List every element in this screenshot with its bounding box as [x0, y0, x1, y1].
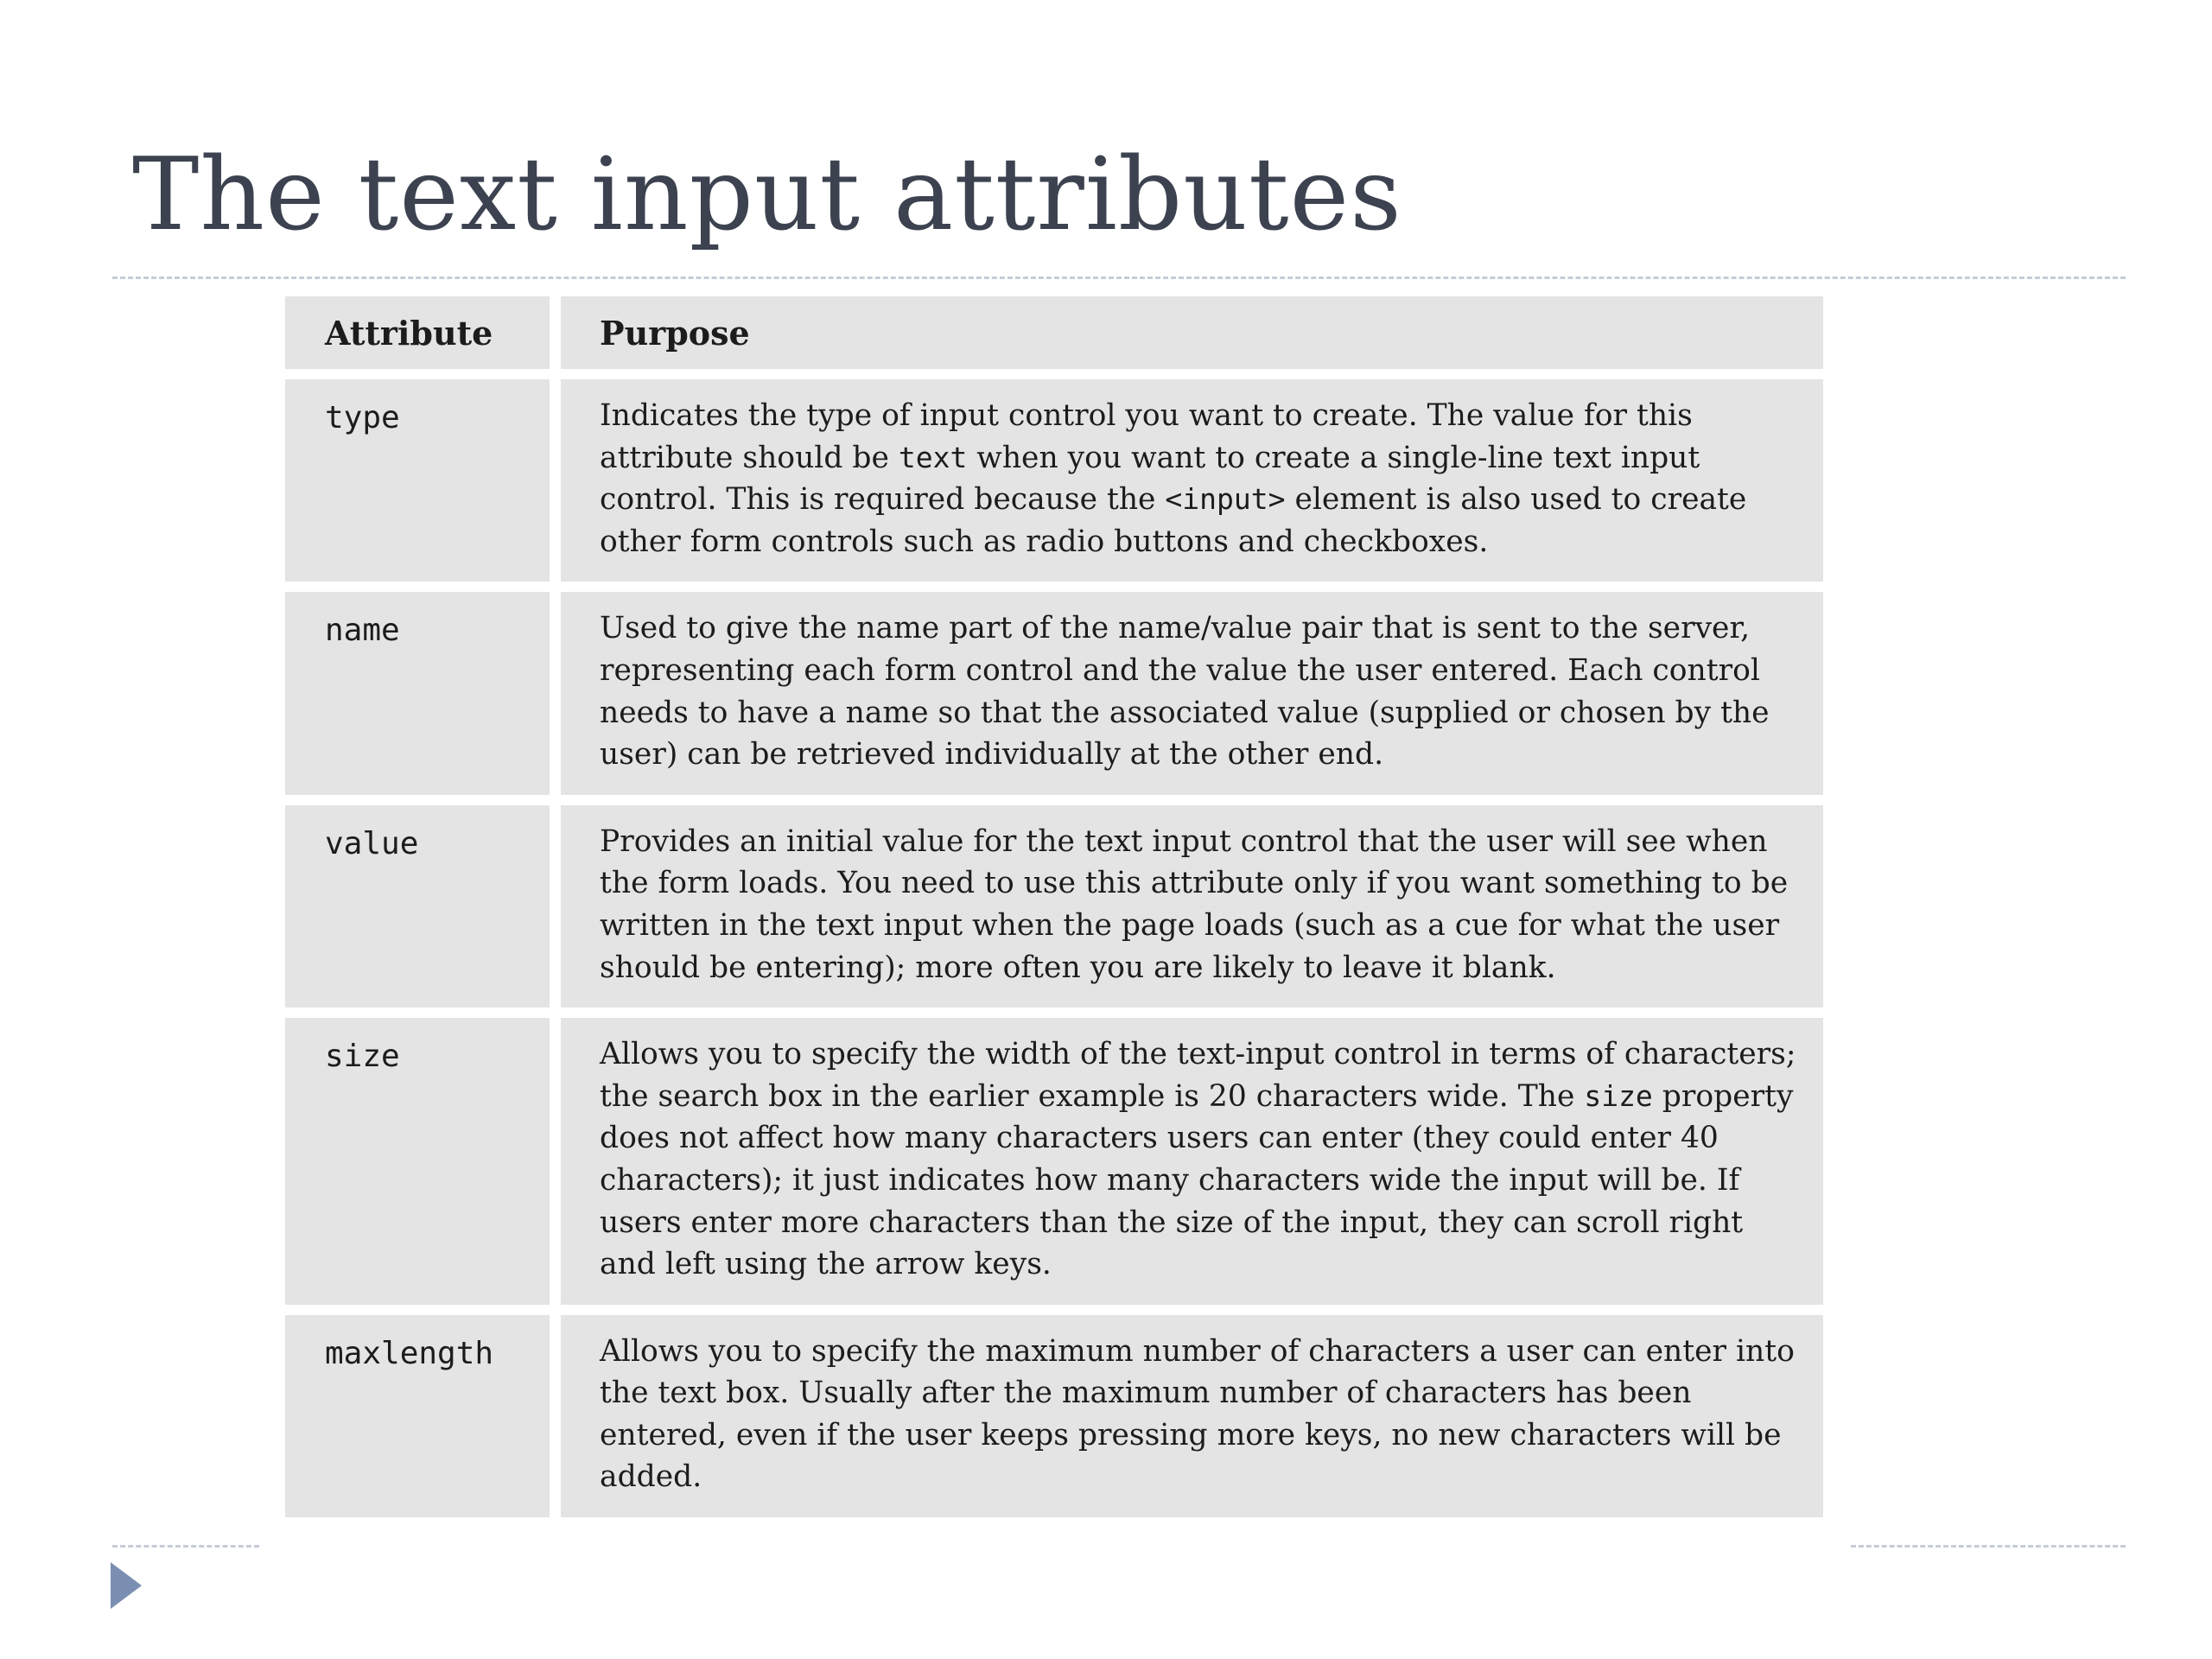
header-attribute: Attribute	[285, 296, 550, 369]
table-row	[285, 592, 1823, 794]
attribute-purpose: Provides an initial value for the text input control that the user will see when the form loads. You need to use this attribute only if you want something to be written in the text input when the page loads (such as a cue for what the user should be entering); more often you are likely to leave it blank.	[561, 805, 1823, 1007]
attribute-name: size	[285, 1018, 550, 1305]
table-row	[285, 805, 1823, 1007]
attribute-purpose	[561, 1018, 1823, 1305]
purpose-text: element is also used to create other form controls such as radio buttons and checkboxes.	[600, 482, 1747, 559]
header-purpose: Purpose	[561, 296, 1823, 369]
triangle-bullet-icon	[111, 1562, 142, 1609]
inline-code: size	[1584, 1078, 1653, 1113]
attribute-name: maxlength	[285, 1315, 550, 1517]
attribute-purpose: Used to give the name part of the name/value pair that is sent to the server, representing each form control and the value the user entered. Each control needs to have a name so that the associated value (supplied or chosen by the user) can be retrieved individually at the other end.	[561, 592, 1823, 794]
purpose-text: Indicates the type of input control you want to create. The value for this attribute should be	[600, 398, 1693, 475]
footer-divider-left	[112, 1545, 259, 1548]
slide-title: The text input attributes	[132, 137, 1402, 253]
attributes-table	[274, 286, 1834, 1528]
footer-divider-right	[1851, 1545, 2126, 1548]
purpose-text: when you want to create a single-line text input control. This is required because the	[600, 440, 1700, 518]
attribute-name: value	[285, 805, 550, 1007]
purpose-text: Allows you to specify the width of the text-input control in terms of characters; the search box in the earlier example is 20 characters wide. The	[600, 1037, 1796, 1114]
table-row	[285, 379, 1823, 582]
table-row	[285, 1315, 1823, 1517]
table-row	[285, 1018, 1823, 1305]
attribute-purpose	[561, 379, 1823, 582]
attribute-name: type	[285, 379, 550, 582]
inline-code: text	[898, 440, 968, 474]
attribute-name: name	[285, 592, 550, 794]
title-divider	[112, 276, 2126, 279]
attribute-purpose: Allows you to specify the maximum number of characters a user can enter into the text box. Usually after the maximum number of characters has been entered, even if the user keeps pressing more keys, no new characters will be added.	[561, 1315, 1823, 1517]
purpose-text: property does not affect how many characters users can enter (they could enter 40 characters); it just indicates how many characters wide the input will be. If users enter more characters than the size of the input, they can scroll right and left using the arrow keys.	[600, 1078, 1794, 1282]
table-header-row	[285, 296, 1823, 369]
inline-code: <input>	[1165, 482, 1286, 517]
